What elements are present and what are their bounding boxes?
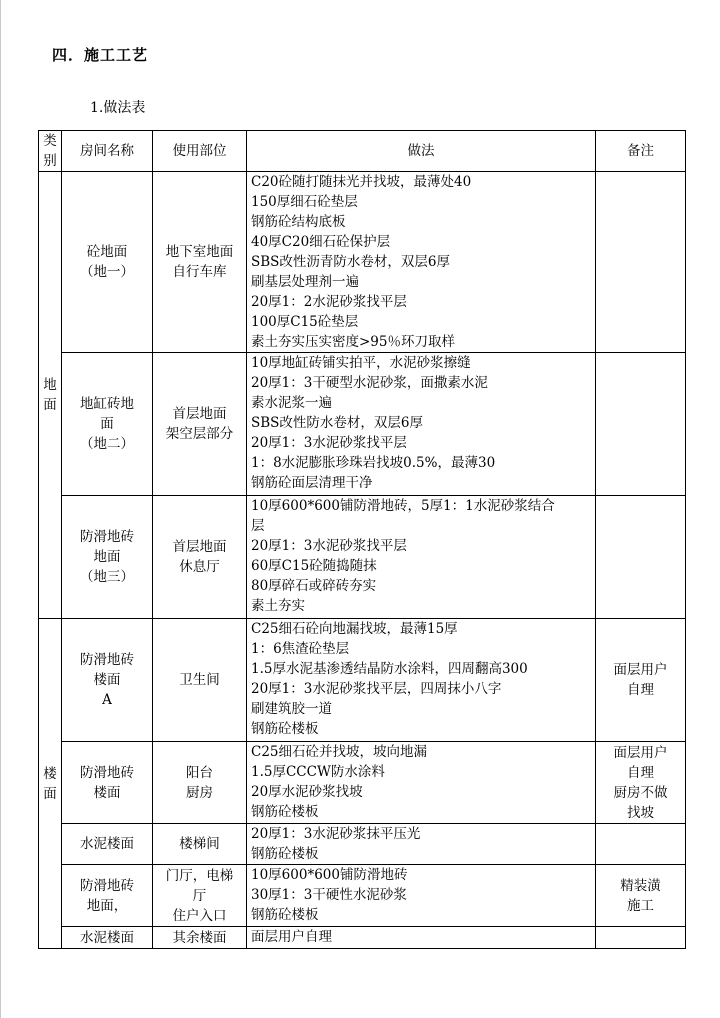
method-cell-line: 1.5厚CCCW防水涂料: [251, 764, 385, 780]
location-cell-line: 门厅，电梯: [165, 867, 234, 884]
method-cell: [247, 619, 596, 742]
room-name-cell: [62, 353, 153, 496]
remark-cell-line: 精装潢: [620, 877, 661, 894]
room-name-cell: [62, 496, 153, 619]
method-cell-line: 10厚600*600铺防滑地砖，5厚1：1水泥砂浆结合: [251, 498, 555, 514]
method-cell: [247, 496, 596, 619]
remark-cell-line: 自理: [627, 682, 654, 698]
location-cell-line: 地下室地面: [165, 244, 234, 260]
method-cell: [247, 353, 596, 496]
method-cell-line: 钢筋砼楼板: [251, 721, 319, 737]
location-cell-line: 架空层部分: [165, 426, 234, 442]
method-cell-line: SBS改性防水卷材，双层6厚: [251, 415, 424, 431]
remark-cell-line: 施工: [627, 897, 654, 914]
remark-cell: [596, 353, 686, 496]
location-cell: [153, 865, 247, 927]
room-name-cell-line: 地面，: [86, 897, 128, 914]
location-cell: [153, 742, 247, 824]
room-name-cell-line: 水泥楼面: [80, 929, 134, 946]
method-cell-line: 面层用户自理: [251, 929, 332, 945]
room-name-cell-line: 面: [100, 416, 114, 432]
header-room-name: 房间名称: [62, 131, 153, 172]
section-title: 四．施工工艺: [52, 46, 149, 64]
location-cell: [153, 172, 247, 353]
location-cell: [153, 927, 247, 949]
location-cell: [153, 619, 247, 742]
header-method: 做法: [247, 131, 596, 172]
method-cell-line: C25细石砼向地漏找坡，最薄15厚: [251, 621, 458, 637]
remark-cell-line: 面层用户: [613, 744, 668, 761]
method-cell-line: 10厚地缸砖铺实拍平，水泥砂浆擦缝: [251, 355, 471, 371]
location-cell: [153, 824, 247, 865]
header-location: 使用部位: [153, 131, 247, 172]
method-cell-line: 素水泥浆一遍: [251, 395, 332, 411]
remark-cell-line: 找坡: [627, 804, 654, 821]
method-cell-line: 20厚水泥砂浆找坡: [251, 784, 363, 800]
method-cell-line: 素土夯实压实密度>95％环刀取样: [251, 334, 455, 350]
room-name-cell: [62, 172, 153, 353]
method-cell: [247, 865, 596, 927]
method-cell-line: 20厚1：3水泥砂浆找平层，四周抹小八字: [251, 681, 502, 697]
location-cell: [153, 496, 247, 619]
room-name-cell-line: 防滑地砖: [80, 529, 134, 545]
page-edge: [0, 0, 1, 1018]
table-row: [39, 496, 686, 619]
room-name-cell-line: 楼面: [93, 784, 121, 801]
table-row: [39, 927, 686, 949]
category-cell: 地 面: [39, 172, 62, 619]
room-name-cell: [62, 824, 153, 865]
remark-cell: [596, 927, 686, 949]
method-cell-line: 20厚1：3水泥砂浆抹平压光: [251, 826, 421, 842]
method-cell: [247, 824, 596, 865]
room-name-cell: [62, 619, 153, 742]
remark-cell-line: 厨房不做: [613, 784, 668, 801]
method-cell-line: SBS改性沥青防水卷材，双层6厚: [251, 254, 451, 270]
method-cell: [247, 742, 596, 824]
room-name-cell: [62, 927, 153, 949]
remark-cell: [596, 619, 686, 742]
subsection-title: 1.做法表: [90, 100, 146, 116]
method-cell-line: 20厚1：3水泥砂浆找平层: [251, 538, 407, 554]
room-name-cell-line: 防滑地砖: [80, 764, 134, 781]
method-cell-line: 层: [251, 518, 265, 534]
method-cell-line: 刷基层处理剂一遍: [251, 274, 359, 290]
table-row: [39, 865, 686, 927]
remark-cell: [596, 742, 686, 824]
header-remark: 备注: [596, 131, 686, 172]
room-name-cell-line: 防滑地砖: [80, 652, 134, 668]
method-cell-line: 20厚1：3水泥砂浆找平层: [251, 435, 407, 451]
room-name-cell-line: 防滑地砖: [80, 877, 134, 894]
method-cell-line: 40厚C20细石砼保护层: [251, 234, 391, 250]
table-row: [39, 619, 686, 742]
room-name-cell-line: A: [102, 692, 112, 708]
construction-method-table: [38, 130, 686, 949]
room-name-cell: [62, 742, 153, 824]
method-cell-line: C20砼随打随抹光并找坡，最薄处40: [251, 174, 472, 190]
room-name-cell-line: （地三）: [80, 569, 134, 585]
method-cell-line: C25细石砼并找坡，坡向地漏: [251, 744, 428, 760]
table-header-row: [39, 131, 686, 172]
method-cell-line: 1.5厚水泥基渗透结晶防水涂料，四周翻高300: [251, 661, 528, 677]
table-row: [39, 824, 686, 865]
room-name-cell-line: 砼地面: [86, 244, 128, 260]
room-name-cell: [62, 865, 153, 927]
method-cell-line: 钢筋砼结构底板: [251, 214, 346, 230]
location-cell-line: 休息厅: [179, 559, 220, 575]
method-cell-line: 钢筋砼楼板: [251, 846, 319, 862]
category-cell: 楼 面: [39, 619, 62, 949]
location-cell-line: 楼梯间: [179, 836, 220, 852]
location-cell-line: 卫生间: [179, 672, 220, 688]
room-name-cell-line: 地面: [93, 549, 121, 565]
method-cell-line: 钢筋砼面层清理干净: [251, 475, 373, 491]
method-cell-line: 20厚1：3干硬型水泥砂浆，面撒素水泥: [251, 375, 488, 391]
method-cell-line: 20厚1：2水泥砂浆找平层: [251, 294, 407, 310]
remark-cell: [596, 824, 686, 865]
table-row: [39, 742, 686, 824]
room-name-cell-line: 地缸砖地: [80, 396, 134, 412]
remark-cell: [596, 865, 686, 927]
header-category: 类 别: [39, 131, 62, 172]
method-cell-line: 100厚C15砼垫层: [251, 314, 359, 330]
remark-cell-line: 面层用户: [613, 662, 668, 678]
location-cell-line: 住户入口: [172, 907, 227, 924]
method-cell-line: 1：6焦渣砼垫层: [251, 641, 350, 657]
location-cell-line: 厨房: [186, 784, 213, 801]
table-row: [39, 172, 686, 353]
room-name-cell-line: 水泥楼面: [80, 836, 134, 852]
location-cell-line: 自行车库: [172, 264, 227, 280]
method-cell-line: 1：8水泥膨胀珍珠岩找坡0.5%，最薄30: [251, 455, 496, 471]
method-cell-line: 素土夯实: [251, 598, 305, 614]
location-cell-line: 其余楼面: [172, 929, 227, 946]
method-cell-line: 60厚C15砼随捣随抹: [251, 558, 377, 574]
table-row: [39, 353, 686, 496]
location-cell: [153, 353, 247, 496]
method-cell-line: 30厚1：3干硬性水泥砂浆: [251, 887, 407, 903]
remark-cell-line: 自理: [627, 764, 654, 781]
location-cell-line: 厅: [192, 887, 207, 904]
room-name-cell-line: 楼面: [93, 672, 121, 688]
method-cell-line: 80厚碎石或碎砖夯实: [251, 578, 377, 594]
method-cell-line: 钢筋砼楼板: [251, 907, 319, 923]
remark-cell: [596, 172, 686, 353]
method-cell-line: 刷建筑胶一道: [251, 701, 332, 717]
location-cell-line: 首层地面: [172, 539, 227, 555]
location-cell-line: 阳台: [186, 764, 213, 781]
room-name-cell-line: （地二）: [80, 436, 134, 452]
method-cell-line: 150厚细石砼垫层: [251, 194, 358, 210]
method-cell-line: 10厚600*600铺防滑地砖: [251, 867, 408, 883]
room-name-cell-line: （地一）: [80, 264, 134, 280]
remark-cell: [596, 496, 686, 619]
method-cell: [247, 172, 596, 353]
method-cell-line: 钢筋砼楼板: [251, 804, 319, 820]
method-cell: [247, 927, 596, 949]
location-cell-line: 首层地面: [172, 406, 227, 422]
